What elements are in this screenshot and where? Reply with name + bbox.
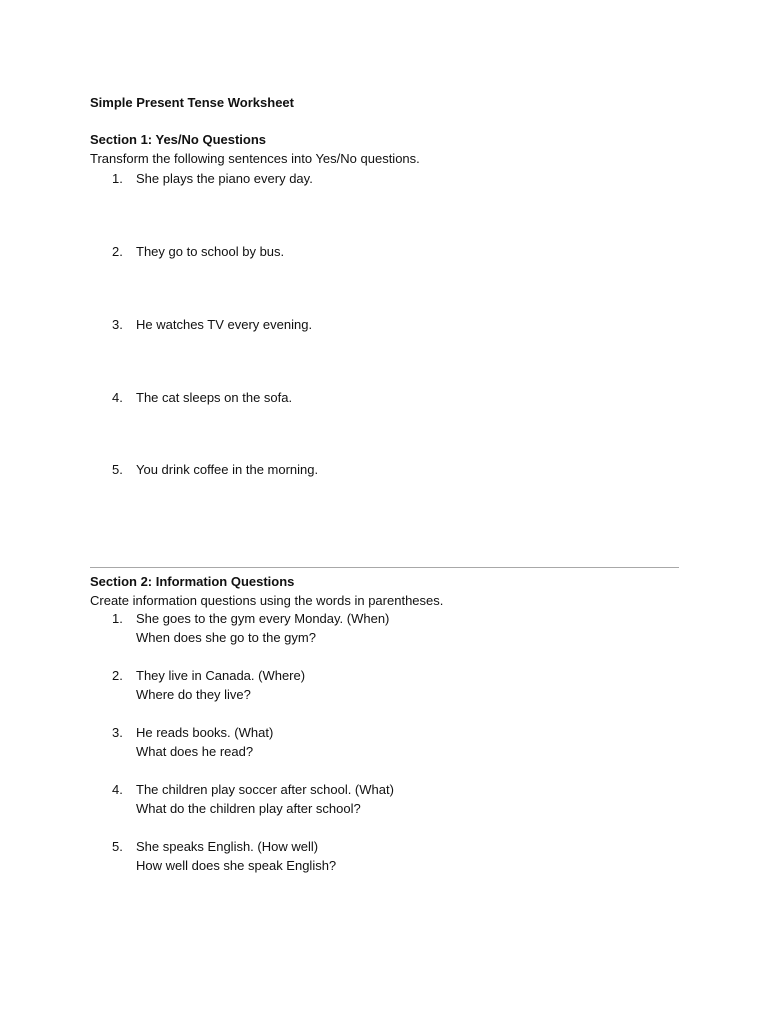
item-number: 2.: [112, 244, 123, 259]
item-answer: What does he read?: [136, 744, 254, 759]
section-1-instructions: Transform the following sentences into Yes/No questions.: [90, 151, 420, 166]
item-number: 1.: [112, 171, 123, 186]
section-divider: [90, 567, 679, 568]
item-answer: What do the children play after school?: [136, 801, 361, 816]
item-number: 3.: [112, 725, 123, 740]
item-number: 5.: [112, 462, 123, 477]
item-sentence: The cat sleeps on the sofa.: [136, 390, 293, 405]
item-answer: How well does she speak English?: [136, 858, 337, 873]
item-number: 3.: [112, 317, 123, 332]
item-prompt: He reads books. (What): [136, 725, 274, 740]
item-number: 4.: [112, 782, 123, 797]
item-prompt: They live in Canada. (Where): [136, 668, 306, 683]
item-number: 2.: [112, 668, 123, 683]
item-sentence: She plays the piano every day.: [136, 171, 313, 186]
item-number: 4.: [112, 390, 123, 405]
item-number: 5.: [112, 839, 123, 854]
section-2-instructions: Create information questions using the words in parentheses.: [90, 593, 444, 608]
item-sentence: He watches TV every evening.: [136, 317, 313, 332]
item-sentence: They go to school by bus.: [136, 244, 285, 259]
item-prompt: She goes to the gym every Monday. (When): [136, 611, 390, 626]
worksheet-title: Simple Present Tense Worksheet: [90, 95, 294, 110]
item-sentence: You drink coffee in the morning.: [136, 462, 319, 477]
item-answer: When does she go to the gym?: [136, 630, 316, 645]
item-number: 1.: [112, 611, 123, 626]
item-prompt: The children play soccer after school. (What): [136, 782, 394, 797]
item-answer: Where do they live?: [136, 687, 251, 702]
item-prompt: She speaks English. (How well): [136, 839, 319, 854]
section-1-heading: Section 1: Yes/No Questions: [90, 132, 267, 147]
section-2-heading: Section 2: Information Questions: [90, 574, 295, 589]
